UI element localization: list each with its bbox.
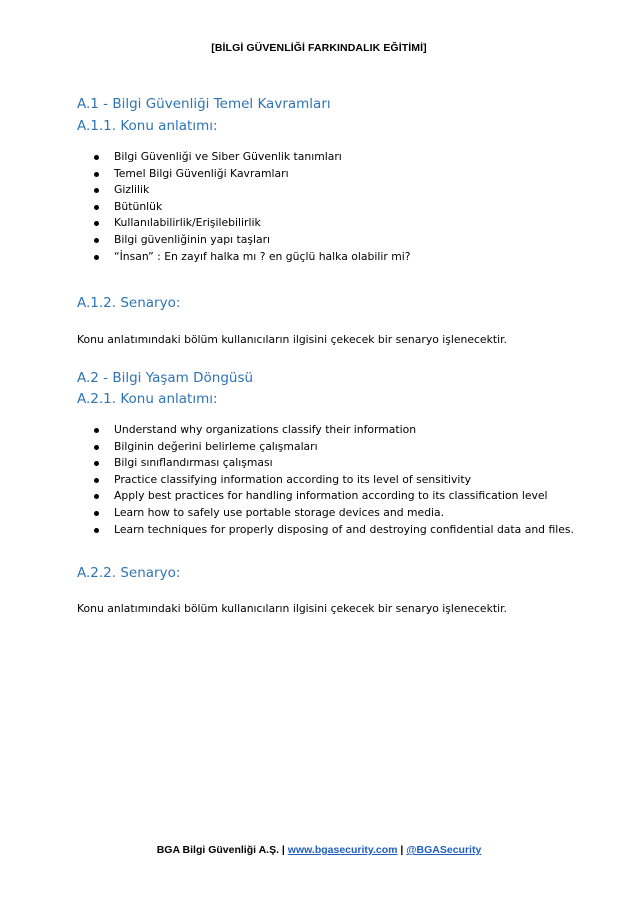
- bullet-icon: [94, 221, 99, 226]
- twitter-link[interactable]: @BGASecurity: [406, 844, 482, 856]
- list-item-text: Practice classifying information according to its level of sensitivity: [114, 472, 472, 486]
- list-item-text: Learn how to safely use portable storage devices and media.: [114, 505, 445, 519]
- page-footer: [0, 844, 638, 856]
- bullet-icon: [94, 172, 99, 177]
- bullet-icon: [94, 255, 99, 260]
- bullet-icon: [94, 238, 99, 243]
- list-item: [77, 439, 574, 456]
- bullet-icon: [94, 205, 99, 210]
- list-item: [77, 166, 410, 183]
- scenario-text: Konu anlatımındaki bölüm kullanıcıların ilgisini çekecek bir senaryo işlenecektir.: [77, 333, 507, 346]
- list-item: [77, 488, 574, 505]
- sub-heading: A.2.1. Konu anlatımı:: [77, 391, 218, 407]
- footer-separator: |: [279, 844, 288, 856]
- list-item: [77, 505, 574, 522]
- list-item-text: Learn techniques for properly disposing of and destroying confidential data and files.: [114, 522, 574, 536]
- bullet-icon: [94, 478, 99, 483]
- section-heading: A.2 - Bilgi Yaşam Döngüsü: [77, 370, 254, 386]
- list-item-text: “İnsan” : En zayıf halka mı ? en güçlü halka olabilir mi?: [114, 249, 411, 263]
- list-item: [77, 215, 410, 232]
- bullet-list: [77, 149, 410, 265]
- list-item: [77, 149, 410, 166]
- bullet-icon: [94, 461, 99, 466]
- list-item: [77, 232, 410, 249]
- bullet-icon: [94, 528, 99, 533]
- list-item: [77, 455, 574, 472]
- list-item: [77, 522, 574, 539]
- bullet-icon: [94, 511, 99, 516]
- bullet-icon: [94, 445, 99, 450]
- list-item-text: Understand why organizations classify their information: [114, 423, 417, 436]
- list-item: [77, 199, 410, 216]
- bullet-icon: [94, 188, 99, 193]
- page-header: [BİLGİ GÜVENLİĞİ FARKINDALIK EĞİTİMİ]: [211, 42, 427, 54]
- list-item-text: Kullanılabilirlik/Erişilebilirlik: [114, 216, 261, 230]
- bullet-icon: [94, 155, 99, 160]
- list-item-text: Apply best practices for handling information according to its classification level: [114, 489, 548, 503]
- list-item-text: Bilgi güvenliğinin yapı taşları: [114, 232, 271, 246]
- section-heading: A.1 - Bilgi Güvenliği Temel Kavramları: [77, 96, 331, 112]
- list-item-text: Bilgi Güvenliği ve Siber Güvenlik tanımları: [114, 150, 342, 163]
- list-item: [77, 182, 410, 199]
- website-link[interactable]: www.bgasecurity.com: [287, 844, 398, 856]
- bullet-icon: [94, 428, 99, 433]
- bullet-list: [77, 422, 574, 538]
- scenario-text: Konu anlatımındaki bölüm kullanıcıların ilgisini çekecek bir senaryo işlenecektir.: [77, 602, 507, 615]
- list-item-text: Gizlilik: [114, 183, 150, 197]
- list-item: [77, 472, 574, 489]
- bullet-icon: [94, 494, 99, 499]
- scenario-heading: A.2.2. Senaryo:: [77, 565, 181, 581]
- list-item-text: Temel Bilgi Güvenliği Kavramları: [114, 166, 289, 180]
- footer-separator: |: [397, 844, 407, 856]
- list-item: [77, 422, 574, 439]
- footer-company: BGA Bilgi Güvenliği A.Ş.: [156, 844, 280, 856]
- list-item-text: Bilginin değerini belirleme çalışmaları: [114, 439, 318, 453]
- list-item: [77, 249, 410, 266]
- list-item-text: Bütünlük: [114, 199, 163, 213]
- sub-heading: A.1.1. Konu anlatımı:: [77, 118, 218, 134]
- list-item-text: Bilgi sınıflandırması çalışması: [114, 456, 273, 470]
- scenario-heading: A.1.2. Senaryo:: [77, 295, 181, 311]
